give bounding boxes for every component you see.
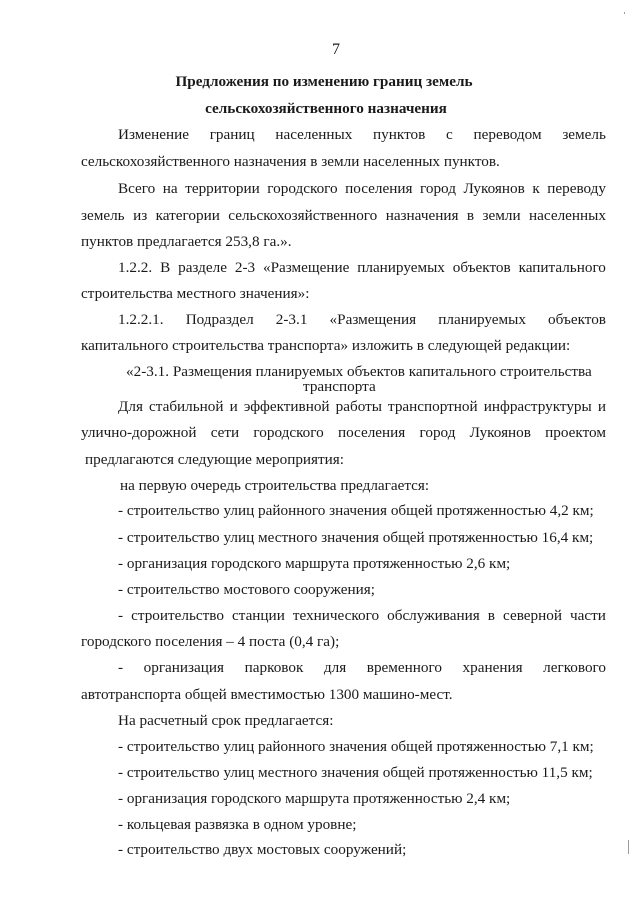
word: эффективной	[243, 398, 330, 415]
list-item: - строительство мостового сооружения;	[118, 581, 375, 598]
para2-line-2	[81, 207, 606, 225]
word: планируемых	[357, 259, 445, 276]
word: город	[419, 424, 456, 441]
word: временного	[366, 659, 442, 676]
word: планируемых	[438, 311, 526, 328]
word: обслуживания	[387, 607, 480, 624]
word: Лукоянов	[469, 424, 531, 441]
heading-line-1: Предложения по изменению границ земель	[175, 73, 473, 90]
word: сети	[210, 424, 240, 441]
word: капитального	[518, 259, 606, 276]
para4-line-1	[118, 311, 606, 329]
para1-line-1	[118, 126, 606, 144]
word: земель	[81, 207, 125, 224]
word: категории	[155, 207, 220, 224]
heading-line-2: сельскохозяйственного назначения	[205, 100, 447, 117]
list-item: - строительство двух мостовых сооружений;	[118, 841, 407, 858]
word: северной	[503, 607, 562, 624]
para2-line-3: пунктов предлагается 253,8 га.».	[81, 233, 292, 250]
scan-speck	[624, 12, 625, 14]
word: сельскохозяйственного	[228, 207, 378, 224]
word: Для	[118, 398, 143, 415]
para5-line-3: предлагаются следующие мероприятия:	[85, 451, 345, 468]
first-stage-intro: на первую очередь строительства предлагается:	[120, 477, 430, 494]
list-item: - организация городского маршрута протяженностью 2,6 км;	[118, 555, 511, 572]
word: разделе	[178, 259, 227, 276]
word: «Размещения	[329, 311, 417, 328]
word: Изменение	[118, 126, 189, 143]
word: городского	[267, 180, 338, 197]
word: парковок	[244, 659, 304, 676]
para3-line-2: строительства местного значения»:	[81, 285, 310, 302]
list-item: - строительство улиц местного значения общей протяженностью 16,4 км;	[118, 529, 594, 546]
word: с	[446, 126, 453, 143]
para4-line-2: капитального строительства транспорта» изложить в следующей редакции:	[81, 337, 571, 354]
word: -	[118, 659, 124, 676]
word: в	[487, 607, 495, 624]
list-item: - строительство улиц местного значения общей протяженностью 11,5 км;	[118, 764, 593, 781]
word: станции	[232, 607, 285, 624]
word: 1.2.2.1.	[118, 311, 164, 328]
word: земель	[562, 126, 606, 143]
word: населенных	[529, 207, 606, 224]
word: объектов	[452, 259, 511, 276]
word: 2-3	[234, 259, 256, 276]
word: для	[323, 659, 347, 676]
word: границ	[209, 126, 255, 143]
word: из	[133, 207, 148, 224]
word: хранения	[462, 659, 523, 676]
word: объектов	[548, 311, 606, 328]
word: в	[466, 207, 475, 224]
word: пунктов	[373, 126, 426, 143]
word: строительство	[131, 607, 224, 624]
word: стабильной	[149, 398, 224, 415]
para3-line-1	[118, 259, 606, 277]
para1-line-2: сельскохозяйственного назначения в земли населенных пунктов.	[81, 153, 500, 170]
word: инфраструктуры	[483, 398, 592, 415]
word: населенных	[275, 126, 353, 143]
list-item: - строительство улиц районного значения общей протяженностью 7,1 км;	[118, 738, 594, 755]
scan-speck	[628, 840, 629, 854]
list-item: - кольцевая развязка в одном уровне;	[118, 816, 357, 833]
word: -	[118, 607, 124, 624]
word: назначения	[385, 207, 459, 224]
word: В	[160, 259, 171, 276]
para5-line-1	[118, 398, 606, 416]
list-item-sto-line-2: городского поселения – 4 поста (0,4 га);	[81, 633, 340, 650]
word: Всего	[118, 180, 156, 197]
word: части	[570, 607, 606, 624]
list-item: - строительство улиц районного значения общей протяженностью 4,2 км;	[118, 502, 594, 519]
word: территории	[185, 180, 260, 197]
word: технического	[292, 607, 380, 624]
page-number: 7	[332, 41, 340, 58]
subheading-line-1: «2-3.1. Размещения планируемых объектов капитального строительства	[126, 363, 592, 380]
word: транспортной	[388, 398, 478, 415]
word: «Размещение	[262, 259, 350, 276]
word: городского	[253, 424, 324, 441]
word: легкового	[543, 659, 606, 676]
word: и	[229, 398, 238, 415]
word: поселения	[337, 424, 406, 441]
word: улично-дорожной	[81, 424, 197, 441]
word: 1.2.2.	[118, 259, 153, 276]
subheading-line-2: транспорта	[303, 378, 376, 395]
word: переводом	[473, 126, 542, 143]
word: проектом	[545, 424, 606, 441]
word: 2-3.1	[275, 311, 308, 328]
word: к	[532, 180, 540, 197]
word: земли	[482, 207, 521, 224]
word: переводу	[547, 180, 606, 197]
word: организация	[143, 659, 225, 676]
word: и	[597, 398, 606, 415]
list-item-parking-line-1	[118, 659, 606, 677]
word: Лукоянов	[463, 180, 525, 197]
calc-stage-intro: На расчетный срок предлагается:	[118, 712, 334, 729]
para2-line-1	[118, 180, 606, 198]
word: на	[162, 180, 178, 197]
list-item-parking-line-2: автотранспорта общей вместимостью 1300 машино-мест.	[81, 686, 453, 703]
word: поселения	[345, 180, 413, 197]
word: Подраздел	[185, 311, 254, 328]
list-item: - организация городского маршрута протяженностью 2,4 км;	[118, 790, 511, 807]
word: работы	[335, 398, 382, 415]
word: город	[420, 180, 456, 197]
list-item-sto-line-1	[118, 607, 606, 625]
para5-line-2	[81, 424, 606, 442]
